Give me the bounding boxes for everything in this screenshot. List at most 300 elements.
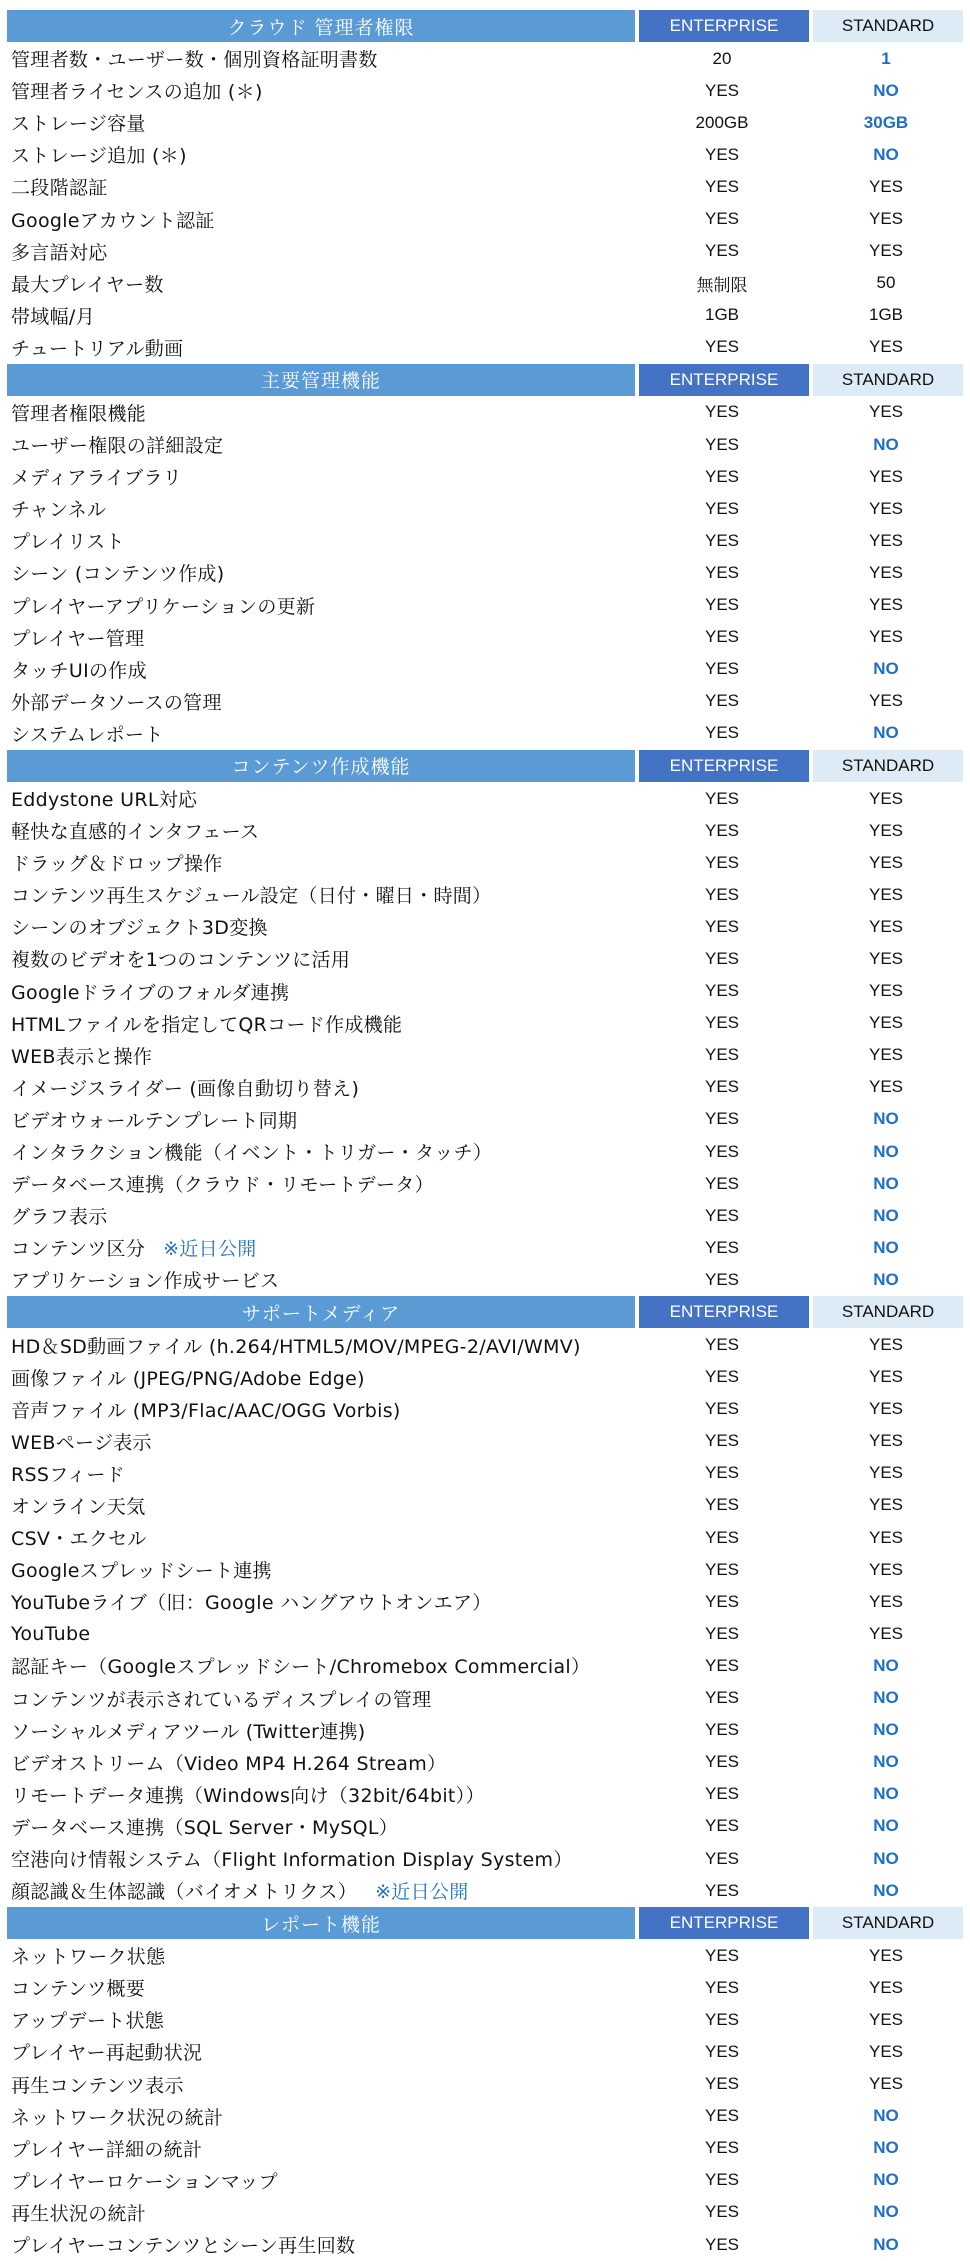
enterprise-column-header: ENTERPRISE bbox=[639, 10, 809, 42]
feature-label: イメージスライダー (画像自動切り替え) bbox=[11, 1077, 360, 1100]
feature-label: ユーザー権限の詳細設定 bbox=[11, 435, 224, 458]
coming-soon-note: ※近日公開 bbox=[163, 1238, 257, 1261]
feature-label: ドラッグ＆ドロップ操作 bbox=[11, 853, 223, 876]
standard-value: NO bbox=[873, 1269, 899, 1289]
feature-label: HTMLファイルを指定してQRコード作成機能 bbox=[11, 1013, 403, 1036]
feature-label: インタラクション機能（イベント・トリガー・タッチ） bbox=[11, 1142, 493, 1165]
standard-value: YES bbox=[868, 1977, 904, 1997]
feature-cell bbox=[7, 1749, 635, 1776]
standard-value: NO bbox=[873, 1109, 899, 1129]
standard-value: YES bbox=[868, 1013, 904, 1033]
feature-cell bbox=[7, 1877, 635, 1904]
feature-label: プレイリスト bbox=[11, 531, 125, 554]
standard-value: NO bbox=[873, 1173, 899, 1193]
table-row bbox=[7, 2229, 963, 2261]
standard-value: YES bbox=[868, 1431, 904, 1451]
enterprise-value: 1GB bbox=[704, 305, 740, 325]
feature-cell bbox=[7, 656, 635, 683]
standard-value: YES bbox=[868, 595, 904, 615]
standard-value: NO bbox=[873, 1688, 899, 1708]
feature-label: 画像ファイル (JPEG/PNG/Adobe Edge) bbox=[11, 1367, 365, 1390]
enterprise-value: YES bbox=[704, 1945, 740, 1965]
standard-value: YES bbox=[868, 1077, 904, 1097]
feature-cell bbox=[7, 495, 635, 522]
table-row bbox=[7, 1875, 963, 1907]
feature-cell bbox=[7, 1106, 635, 1133]
feature-label: HD＆SD動画ファイル (h.264/HTML5/MOV/MPEG-2/AVI/WMV) bbox=[11, 1335, 581, 1358]
table-row bbox=[7, 1458, 963, 1490]
feature-cell bbox=[7, 1492, 635, 1519]
standard-value: YES bbox=[868, 1367, 904, 1387]
feature-cell bbox=[7, 463, 635, 490]
enterprise-value: YES bbox=[704, 1045, 740, 1065]
standard-value: YES bbox=[868, 1559, 904, 1579]
standard-column-header: STANDARD bbox=[813, 364, 963, 396]
section-title: 主要管理機能 bbox=[7, 364, 635, 396]
table-row bbox=[7, 1362, 963, 1394]
feature-label: 再生状況の統計 bbox=[11, 2202, 147, 2225]
standard-value: YES bbox=[868, 466, 904, 486]
standard-value: YES bbox=[868, 176, 904, 196]
enterprise-value: YES bbox=[704, 1977, 740, 1997]
enterprise-value: YES bbox=[704, 2170, 740, 2190]
standard-value: YES bbox=[868, 337, 904, 357]
enterprise-value: YES bbox=[704, 1431, 740, 1451]
enterprise-value: YES bbox=[704, 466, 740, 486]
feature-cell bbox=[7, 1074, 635, 1101]
feature-label: ビデオウォールテンプレート同期 bbox=[11, 1109, 298, 1132]
standard-value: YES bbox=[868, 852, 904, 872]
feature-cell bbox=[7, 238, 635, 265]
table-row bbox=[7, 203, 963, 235]
table-row bbox=[7, 268, 963, 300]
feature-label: 音声ファイル (MP3/Flac/AAC/OGG Vorbis) bbox=[11, 1399, 401, 1422]
table-row bbox=[7, 107, 963, 139]
standard-column-header: STANDARD bbox=[813, 1296, 963, 1328]
table-row bbox=[7, 1650, 963, 1682]
feature-label: ネットワーク状況の統計 bbox=[11, 2106, 224, 2129]
standard-value: YES bbox=[868, 2009, 904, 2029]
feature-cell bbox=[7, 559, 635, 586]
standard-value: YES bbox=[868, 948, 904, 968]
table-row bbox=[7, 1843, 963, 1875]
enterprise-value: YES bbox=[704, 209, 740, 229]
enterprise-value: YES bbox=[704, 691, 740, 711]
standard-value: YES bbox=[868, 627, 904, 647]
enterprise-value: YES bbox=[704, 1848, 740, 1868]
table-row bbox=[7, 1972, 963, 2004]
standard-value: YES bbox=[868, 402, 904, 422]
enterprise-value: YES bbox=[704, 80, 740, 100]
standard-value: YES bbox=[868, 241, 904, 261]
feature-label: WEB表示と操作 bbox=[11, 1045, 153, 1068]
enterprise-value: YES bbox=[704, 659, 740, 679]
feature-cell bbox=[7, 109, 635, 136]
table-row bbox=[7, 622, 963, 654]
enterprise-value: 20 bbox=[712, 48, 732, 68]
enterprise-value: YES bbox=[704, 1527, 740, 1547]
standard-value: NO bbox=[873, 1752, 899, 1772]
feature-label: システムレポート bbox=[11, 723, 164, 746]
standard-value: YES bbox=[868, 820, 904, 840]
enterprise-value: YES bbox=[704, 1237, 740, 1257]
feature-label: シーン (コンテンツ作成) bbox=[11, 563, 225, 586]
table-row bbox=[7, 1232, 963, 1264]
feature-cell bbox=[7, 2199, 635, 2226]
enterprise-value: YES bbox=[704, 1173, 740, 1193]
feature-cell bbox=[7, 817, 635, 844]
feature-cell bbox=[7, 1717, 635, 1744]
standard-value: YES bbox=[868, 1495, 904, 1515]
table-row bbox=[7, 686, 963, 718]
standard-value: NO bbox=[873, 2234, 899, 2254]
feature-label: ストレージ追加 (＊) bbox=[11, 145, 187, 168]
enterprise-value: YES bbox=[704, 1141, 740, 1161]
feature-cell bbox=[7, 1234, 635, 1261]
feature-cell bbox=[7, 1460, 635, 1487]
table-row bbox=[7, 1104, 963, 1136]
standard-value: YES bbox=[868, 1335, 904, 1355]
feature-cell bbox=[7, 527, 635, 554]
enterprise-value: YES bbox=[704, 1335, 740, 1355]
feature-cell bbox=[7, 1524, 635, 1551]
enterprise-value: YES bbox=[704, 144, 740, 164]
feature-label: データベース連携（クラウド・リモートデータ） bbox=[11, 1174, 434, 1197]
enterprise-value: YES bbox=[704, 2106, 740, 2126]
feature-cell bbox=[7, 1623, 635, 1645]
table-row bbox=[7, 1715, 963, 1747]
standard-value: NO bbox=[873, 1784, 899, 1804]
standard-value: NO bbox=[873, 144, 899, 164]
standard-value: 30GB bbox=[863, 112, 909, 132]
feature-label: コンテンツ再生スケジュール設定（日付・曜日・時間） bbox=[11, 885, 492, 908]
table-row bbox=[7, 139, 963, 171]
standard-value: YES bbox=[868, 209, 904, 229]
feature-cell bbox=[7, 1428, 635, 1455]
enterprise-value: YES bbox=[704, 2234, 740, 2254]
table-row bbox=[7, 1811, 963, 1843]
feature-cell bbox=[7, 913, 635, 940]
feature-cell bbox=[7, 849, 635, 876]
enterprise-value: YES bbox=[704, 1623, 740, 1643]
feature-label: オンライン天気 bbox=[11, 1495, 146, 1518]
feature-cell bbox=[7, 1266, 635, 1293]
feature-cell bbox=[7, 270, 635, 297]
feature-cell bbox=[7, 2167, 635, 2194]
table-row bbox=[7, 2004, 963, 2036]
feature-label: データベース連携（SQL Server・MySQL） bbox=[11, 1816, 399, 1839]
feature-cell bbox=[7, 141, 635, 168]
table-row bbox=[7, 943, 963, 975]
table-row bbox=[7, 1394, 963, 1426]
table-row bbox=[7, 879, 963, 911]
enterprise-column-header: ENTERPRISE bbox=[639, 1296, 809, 1328]
table-row bbox=[7, 461, 963, 493]
feature-label: タッチUIの作成 bbox=[11, 659, 147, 682]
section-header bbox=[7, 1907, 963, 1940]
feature-label: コンテンツ区分 bbox=[11, 1238, 146, 1261]
table-row bbox=[7, 43, 963, 75]
section-header bbox=[7, 1296, 963, 1329]
table-row bbox=[7, 2197, 963, 2229]
enterprise-value: YES bbox=[704, 1269, 740, 1289]
standard-value: YES bbox=[868, 1623, 904, 1643]
feature-cell bbox=[7, 1974, 635, 2001]
standard-value: NO bbox=[873, 1720, 899, 1740]
enterprise-value: YES bbox=[704, 1109, 740, 1129]
standard-column-header: STANDARD bbox=[813, 1907, 963, 1939]
standard-value: 1 bbox=[881, 48, 891, 68]
standard-value: NO bbox=[873, 2138, 899, 2158]
feature-cell bbox=[7, 2006, 635, 2033]
feature-label: コンテンツ概要 bbox=[11, 1978, 146, 2001]
enterprise-value: YES bbox=[704, 530, 740, 550]
feature-cell bbox=[7, 1202, 635, 1229]
table-row bbox=[7, 2069, 963, 2101]
standard-column-header: STANDARD bbox=[813, 750, 963, 782]
feature-label: Googleドライブのフォルダ連携 bbox=[11, 981, 290, 1004]
feature-cell bbox=[7, 1364, 635, 1391]
enterprise-value: YES bbox=[704, 916, 740, 936]
standard-value: NO bbox=[873, 2106, 899, 2126]
feature-label: 最大プレイヤー数 bbox=[11, 273, 164, 296]
feature-label: YouTube bbox=[11, 1622, 91, 1645]
enterprise-value: YES bbox=[704, 1752, 740, 1772]
feature-label: プレイヤーコンテンツとシーン再生回数 bbox=[11, 2235, 356, 2258]
feature-cell bbox=[7, 1685, 635, 1712]
table-row bbox=[7, 1168, 963, 1200]
table-row bbox=[7, 847, 963, 879]
feature-cell bbox=[7, 77, 635, 104]
standard-value: YES bbox=[868, 1045, 904, 1065]
table-row bbox=[7, 236, 963, 268]
section-header bbox=[7, 364, 963, 397]
table-row bbox=[7, 493, 963, 525]
table-row bbox=[7, 2133, 963, 2165]
section-title: クラウド 管理者権限 bbox=[7, 10, 635, 42]
section-header bbox=[7, 10, 963, 43]
feature-label: 管理者ライセンスの追加 (＊) bbox=[11, 81, 263, 104]
feature-cell bbox=[7, 1332, 635, 1359]
feature-label: 多言語対応 bbox=[11, 241, 108, 264]
enterprise-value: YES bbox=[704, 498, 740, 518]
feature-cell bbox=[7, 2231, 635, 2258]
standard-value: NO bbox=[873, 1816, 899, 1836]
feature-cell bbox=[7, 1813, 635, 1840]
enterprise-value: YES bbox=[704, 562, 740, 582]
feature-cell bbox=[7, 173, 635, 200]
standard-value: NO bbox=[873, 1655, 899, 1675]
enterprise-value: YES bbox=[704, 337, 740, 357]
standard-value: 1GB bbox=[868, 305, 904, 325]
feature-label: メディアライブラリ bbox=[11, 467, 183, 490]
feature-label: プレイヤー再起動状況 bbox=[11, 2042, 203, 2065]
feature-cell bbox=[7, 206, 635, 233]
enterprise-value: YES bbox=[704, 2074, 740, 2094]
standard-value: YES bbox=[868, 2074, 904, 2094]
section-title: コンテンツ作成機能 bbox=[7, 750, 635, 782]
feature-cell bbox=[7, 1170, 635, 1197]
feature-cell bbox=[7, 1942, 635, 1969]
standard-value: YES bbox=[868, 1945, 904, 1965]
standard-value: NO bbox=[873, 1848, 899, 1868]
table-row bbox=[7, 171, 963, 203]
enterprise-value: YES bbox=[704, 2009, 740, 2029]
table-row bbox=[7, 590, 963, 622]
table-row bbox=[7, 1008, 963, 1040]
feature-cell bbox=[7, 785, 635, 812]
enterprise-value: YES bbox=[704, 2041, 740, 2061]
feature-cell bbox=[7, 1588, 635, 1615]
enterprise-value: YES bbox=[704, 1880, 740, 1900]
feature-cell bbox=[7, 334, 635, 361]
table-row bbox=[7, 525, 963, 557]
enterprise-value: YES bbox=[704, 1655, 740, 1675]
feature-label: ストレージ容量 bbox=[11, 113, 146, 136]
table-row bbox=[7, 815, 963, 847]
feature-label: プレイヤー詳細の統計 bbox=[11, 2138, 203, 2161]
feature-label: シーンのオブジェクト3D変換 bbox=[11, 917, 268, 940]
standard-value: NO bbox=[873, 1205, 899, 1225]
standard-value: YES bbox=[868, 981, 904, 1001]
enterprise-value: YES bbox=[704, 434, 740, 454]
feature-label: 二段階認証 bbox=[11, 177, 108, 200]
feature-label: プレイヤー管理 bbox=[11, 627, 145, 650]
enterprise-value: YES bbox=[704, 723, 740, 743]
table-row bbox=[7, 557, 963, 589]
feature-cell bbox=[7, 2103, 635, 2130]
feature-label: WEBページ表示 bbox=[11, 1431, 152, 1454]
standard-value: YES bbox=[868, 916, 904, 936]
enterprise-value: YES bbox=[704, 1784, 740, 1804]
feature-label: アップデート状態 bbox=[11, 2010, 165, 2033]
standard-value: YES bbox=[868, 1399, 904, 1419]
enterprise-value: YES bbox=[704, 176, 740, 196]
feature-label: リモートデータ連携（Windows向け（32bit/64bit）） bbox=[11, 1784, 485, 1807]
standard-value: YES bbox=[868, 2041, 904, 2061]
feature-cell bbox=[7, 978, 635, 1005]
enterprise-value: YES bbox=[704, 2202, 740, 2222]
feature-label: チュートリアル動画 bbox=[11, 337, 184, 360]
section-title: レポート機能 bbox=[7, 1907, 635, 1939]
enterprise-value: YES bbox=[704, 1205, 740, 1225]
standard-value: YES bbox=[868, 788, 904, 808]
feature-cell bbox=[7, 1556, 635, 1583]
table-row bbox=[7, 1586, 963, 1618]
standard-value: YES bbox=[868, 562, 904, 582]
enterprise-value: YES bbox=[704, 1720, 740, 1740]
feature-label: 空港向け情報システム（Flight Information Display System） bbox=[11, 1849, 573, 1872]
feature-label: ビデオストリーム（Video MP4 H.264 Stream） bbox=[11, 1752, 447, 1775]
feature-cell bbox=[7, 2135, 635, 2162]
enterprise-value: YES bbox=[704, 948, 740, 968]
enterprise-value: YES bbox=[704, 1463, 740, 1483]
section-header bbox=[7, 750, 963, 783]
feature-cell bbox=[7, 1845, 635, 1872]
table-row bbox=[7, 2165, 963, 2197]
feature-label: Googleアカウント認証 bbox=[11, 209, 215, 232]
table-row bbox=[7, 1618, 963, 1650]
feature-cell bbox=[7, 592, 635, 619]
table-row bbox=[7, 654, 963, 686]
standard-value: NO bbox=[873, 80, 899, 100]
feature-label: 帯域幅/月 bbox=[11, 305, 95, 328]
feature-cell bbox=[7, 1652, 635, 1679]
feature-label: Eddystone URL対応 bbox=[11, 789, 198, 812]
table-row bbox=[7, 1940, 963, 1972]
table-row bbox=[7, 1683, 963, 1715]
standard-value: NO bbox=[873, 434, 899, 454]
standard-value: NO bbox=[873, 1237, 899, 1257]
enterprise-value: YES bbox=[704, 1013, 740, 1033]
standard-value: YES bbox=[868, 1527, 904, 1547]
table-row bbox=[7, 332, 963, 364]
standard-value: YES bbox=[868, 1463, 904, 1483]
feature-cell bbox=[7, 431, 635, 458]
standard-column-header: STANDARD bbox=[813, 10, 963, 42]
table-row bbox=[7, 397, 963, 429]
feature-label: 外部データソースの管理 bbox=[11, 691, 222, 714]
feature-label: ネットワーク状態 bbox=[11, 1946, 166, 1969]
feature-label: 複数のビデオを1つのコンテンツに活用 bbox=[11, 949, 351, 972]
feature-cell bbox=[7, 688, 635, 715]
feature-label: 管理者権限機能 bbox=[11, 402, 147, 425]
enterprise-value: YES bbox=[704, 820, 740, 840]
table-row bbox=[7, 1200, 963, 1232]
feature-label: 管理者数・ユーザー数・個別資格証明書数 bbox=[11, 49, 378, 72]
feature-cell bbox=[7, 945, 635, 972]
standard-value: NO bbox=[873, 723, 899, 743]
feature-cell bbox=[7, 624, 635, 651]
feature-label: CSV・エクセル bbox=[11, 1528, 147, 1551]
feature-label: コンテンツが表示されているディスプレイの管理 bbox=[11, 1688, 432, 1711]
standard-value: NO bbox=[873, 2202, 899, 2222]
table-row bbox=[7, 976, 963, 1008]
standard-value: NO bbox=[873, 2170, 899, 2190]
enterprise-value: YES bbox=[704, 981, 740, 1001]
feature-label: 軽快な直感的インタフェース bbox=[11, 821, 260, 844]
table-row bbox=[7, 1072, 963, 1104]
feature-label: YouTubeライブ（旧：Google ハングアウトオンエア） bbox=[11, 1592, 492, 1615]
feature-label: グラフ表示 bbox=[11, 1206, 108, 1229]
table-row bbox=[7, 1264, 963, 1296]
feature-cell bbox=[7, 1010, 635, 1037]
enterprise-value: YES bbox=[704, 1495, 740, 1515]
enterprise-value: YES bbox=[704, 884, 740, 904]
feature-cell bbox=[7, 2071, 635, 2098]
standard-value: YES bbox=[868, 691, 904, 711]
table-row bbox=[7, 1490, 963, 1522]
feature-label: 再生コンテンツ表示 bbox=[11, 2074, 184, 2097]
table-row bbox=[7, 718, 963, 750]
enterprise-value: 無制限 bbox=[696, 275, 748, 295]
enterprise-value: YES bbox=[704, 402, 740, 422]
feature-label: RSSフィード bbox=[11, 1463, 125, 1486]
enterprise-value: YES bbox=[704, 1077, 740, 1097]
table-row bbox=[7, 1136, 963, 1168]
feature-comparison-table bbox=[7, 10, 963, 2261]
standard-value: YES bbox=[868, 498, 904, 518]
enterprise-value: YES bbox=[704, 1591, 740, 1611]
table-row bbox=[7, 1779, 963, 1811]
standard-value: YES bbox=[868, 530, 904, 550]
enterprise-value: YES bbox=[704, 1399, 740, 1419]
table-row bbox=[7, 1426, 963, 1458]
standard-value: NO bbox=[873, 659, 899, 679]
table-row bbox=[7, 1554, 963, 1586]
feature-cell bbox=[7, 720, 635, 747]
table-row bbox=[7, 1040, 963, 1072]
